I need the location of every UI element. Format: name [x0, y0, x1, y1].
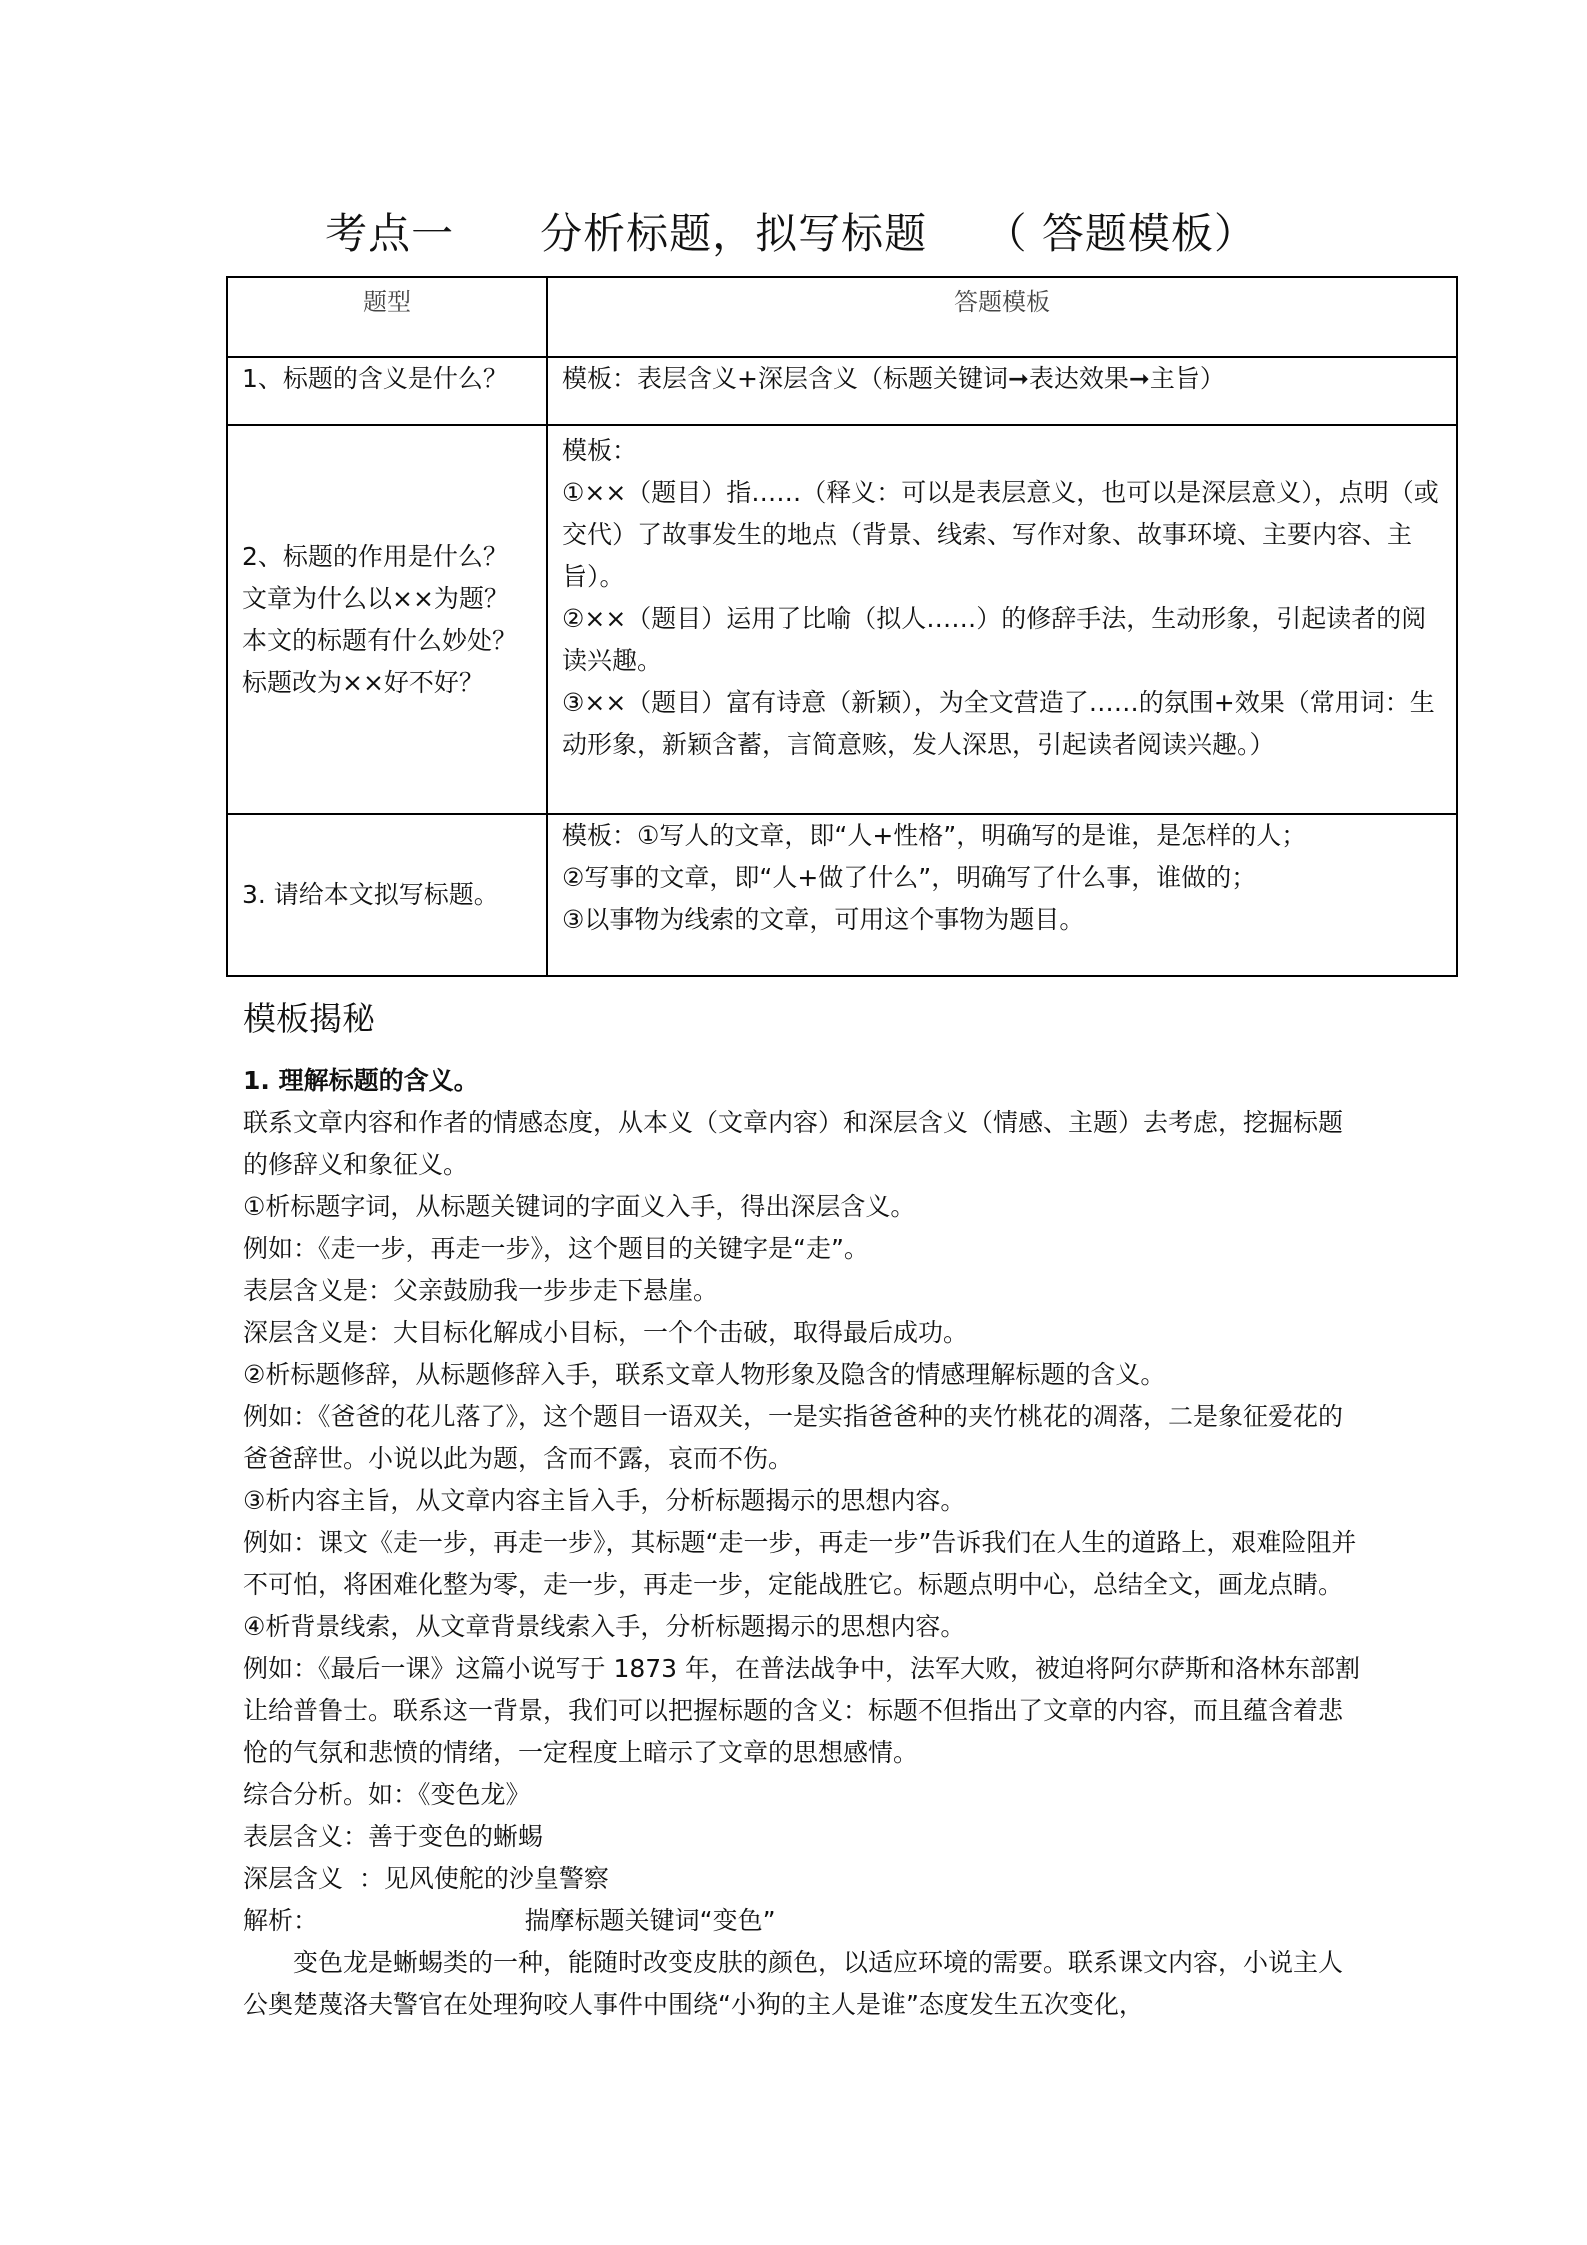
- table-row: [227, 357, 1457, 425]
- paragraph: ①析标题字词，从标题关键词的字面义入手，得出深层含义。: [243, 1192, 916, 1221]
- answer-cell: [547, 357, 1457, 425]
- paragraph: ③析内容主旨，从文章内容主旨入手，分析标题揭示的思想内容。: [243, 1486, 966, 1515]
- paragraph: 例如：课文《走一步，再走一步》，其标题“走一步，再走一步”告诉我们在人生的道路上，艰难险阻并不可怕，将困难化整为零，走一步，再走一步，定能战胜它。标题点明中心，总结全文，画龙点睛。: [243, 1528, 1357, 1599]
- paragraph: ②析标题修辞，从标题修辞入手，联系文章人物形象及隐含的情感理解标题的含义。: [243, 1360, 1166, 1389]
- question-cell: [227, 425, 547, 814]
- paragraph: 综合分析。如：《变色龙》: [243, 1780, 531, 1809]
- header-answer-template: 答题模板: [547, 277, 1457, 357]
- table-header-row: [227, 277, 1457, 357]
- paragraph: 联系文章内容和作者的情感态度，从本义（文章内容）和深层含义（情感、主题）去考虑，挖掘标题的修辞义和象征义。: [243, 1108, 1344, 1179]
- paragraph: ④析背景线索，从文章背景线索入手，分析标题揭示的思想内容。: [243, 1612, 966, 1641]
- subheading: 1. 理解标题的含义。: [243, 1066, 479, 1095]
- paragraph: 解析： 揣摩标题关键词“变色”: [243, 1906, 776, 1935]
- paragraph: 表层含义：善于变色的蜥蜴: [243, 1822, 544, 1851]
- table-row: [227, 425, 1457, 814]
- question-cell: [227, 357, 547, 425]
- section-heading: 模板揭秘: [243, 999, 375, 1038]
- answer-cell: [547, 425, 1457, 814]
- question-text: 1、标题的含义是什么？: [242, 364, 508, 393]
- answer-text: 模板： ①××（题目）指……（释义：可以是表层意义，也可以是深层意义），点明（或交代）了故事发生的地点（背景、线索、写作对象、故事环境、主要内容、主旨）。 ②××（题目）运用了比喻（拟人……）的修辞手法，生动形象，引起读者的阅读兴趣。 ③××（题目）富有诗意（新颖），为全文营造了……的氛围+效果（常用词：生动形象，新颖含蓄，言简意赅，发人深思，引起读者阅读兴趣。）: [562, 436, 1439, 759]
- answer-text: 模板：①写人的文章，即“人+性格”，明确写的是谁，是怎样的人； ②写事的文章，即“人+做了什么”，明确写了什么事，谁做的； ③以事物为线索的文章，可用这个事物为题目。: [562, 821, 1307, 934]
- question-cell: [227, 814, 547, 976]
- paragraph: 深层含义是：大目标化解成小目标，一个个击破，取得最后成功。: [243, 1318, 969, 1347]
- paragraph: 深层含义 ：见风使舵的沙皇警察: [243, 1864, 609, 1893]
- paragraph: 例如：《爸爸的花儿落了》，这个题目一语双关，一是实指爸爸种的夹竹桃花的凋落，二是象征爱花的爸爸辞世。小说以此为题，含而不露，哀而不伤。: [243, 1402, 1344, 1473]
- table-row: [227, 814, 1457, 976]
- paragraph: 例如：《走一步，再走一步》，这个题目的关键字是“走”。: [243, 1234, 869, 1263]
- paragraph: 例如：《最后一课》这篇小说写于 1873 年，在普法战争中，法军大败，被迫将阿尔萨斯和洛林东部割让给普鲁士。联系这一背景，我们可以把握标题的含义：标题不但指出了文章的内容，而且蕴含着悲怆的气氛和悲愤的情绪，一定程度上暗示了文章的思想感情。: [243, 1654, 1361, 1767]
- section-body: [243, 1060, 1363, 2026]
- paragraph: 表层含义是：父亲鼓励我一步步走下悬崖。: [243, 1276, 719, 1305]
- header-question-type: 题型: [227, 277, 547, 357]
- question-text: 2、标题的作用是什么？ 文章为什么以××为题？ 本文的标题有什么妙处？ 标题改为××好不好？: [242, 541, 518, 697]
- answer-template-table: [226, 276, 1458, 977]
- question-text: 3. 请给本文拟写标题。: [242, 880, 499, 909]
- answer-text: 模板：表层含义+深层含义（标题关键词➞表达效果➞主旨）: [562, 364, 1225, 393]
- answer-cell: [547, 814, 1457, 976]
- page-title: 考点一 分析标题，拟写标题 （ 答题模板）: [325, 209, 1257, 258]
- paragraph: 变色龙是蜥蜴类的一种，能随时改变皮肤的颜色，以适应环境的需要。联系课文内容，小说主人公奥楚蔑洛夫警官在处理狗咬人事件中围绕“小狗的主人是谁”态度发生五次变化，: [243, 1948, 1344, 2019]
